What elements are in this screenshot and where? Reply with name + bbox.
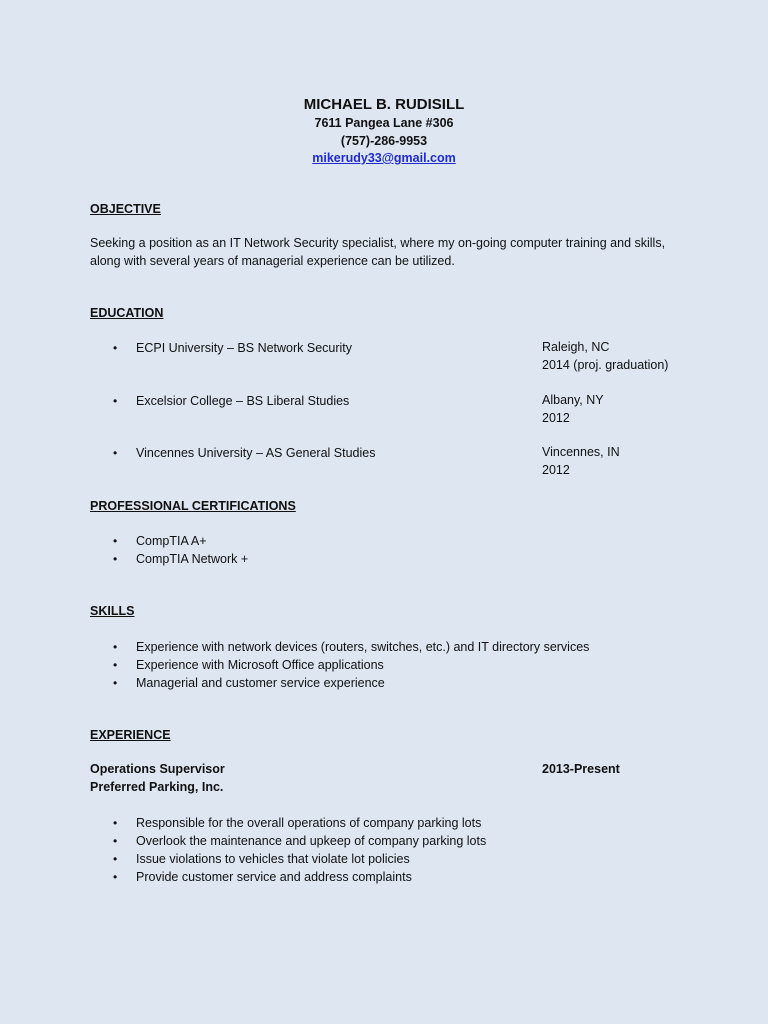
education-item	[0, 444, 768, 480]
company-name: Preferred Parking, Inc.	[90, 779, 224, 794]
bullet: •	[113, 394, 118, 408]
list-item	[0, 832, 768, 850]
duty: Provide customer service and address complaints	[136, 870, 412, 884]
skill: Experience with network devices (routers, switches, etc.) and IT directory services	[136, 640, 590, 654]
education-year: 2012	[542, 410, 570, 425]
education-year: 2014 (proj. graduation)	[542, 357, 669, 372]
skills-list	[0, 638, 768, 692]
certification: CompTIA A+	[136, 534, 207, 548]
skill: Managerial and customer service experience	[136, 676, 385, 690]
education-year: 2012	[542, 462, 570, 477]
certifications-heading: PROFESSIONAL CERTIFICATIONS	[90, 499, 296, 513]
duty: Responsible for the overall operations of company parking lots	[136, 816, 482, 830]
education-location: Raleigh, NC	[542, 340, 610, 354]
skill: Experience with Microsoft Office applications	[136, 658, 384, 672]
education-location: Vincennes, IN	[542, 445, 620, 459]
education-school: Excelsior College – BS Liberal Studies	[136, 394, 350, 408]
list-item	[0, 674, 768, 692]
objective-heading: OBJECTIVE	[90, 202, 161, 216]
job-title: Operations Supervisor	[90, 762, 225, 776]
bullet: •	[113, 446, 118, 460]
certifications-list	[0, 532, 768, 568]
list-item	[0, 532, 768, 550]
bullet: •	[113, 852, 118, 866]
skills-heading: SKILLS	[90, 604, 135, 618]
bullet: •	[113, 534, 118, 548]
education-item	[0, 392, 768, 428]
experience-heading: EXPERIENCE	[90, 728, 171, 742]
bullet: •	[113, 341, 118, 355]
list-item	[0, 850, 768, 868]
education-item	[0, 339, 768, 375]
experience-duties-list	[0, 814, 768, 886]
duty: Overlook the maintenance and upkeep of company parking lots	[136, 834, 487, 848]
address: 7611 Pangea Lane #306	[314, 116, 454, 130]
bullet: •	[113, 676, 118, 690]
duty: Issue violations to vehicles that violate lot policies	[136, 852, 410, 866]
bullet: •	[113, 658, 118, 672]
bullet: •	[113, 552, 118, 566]
education-location: Albany, NY	[542, 393, 604, 407]
education-school: Vincennes University – AS General Studies	[136, 446, 376, 460]
candidate-name: MICHAEL B. RUDISILL	[303, 96, 465, 113]
bullet: •	[113, 816, 118, 830]
list-item	[0, 814, 768, 832]
certification: CompTIA Network +	[136, 552, 249, 566]
phone: (757)-286-9953	[340, 133, 428, 148]
list-item	[0, 638, 768, 656]
objective-text	[90, 235, 690, 270]
education-heading: EDUCATION	[90, 306, 164, 320]
email-link[interactable]: mikerudy33@gmail.com	[312, 151, 456, 165]
objective-line-2: along with several years of managerial experience can be utilized.	[90, 253, 455, 268]
list-item	[0, 656, 768, 674]
bullet: •	[113, 870, 118, 884]
bullet: •	[113, 834, 118, 848]
resume-header	[0, 95, 768, 168]
bullet: •	[113, 640, 118, 654]
education-school: ECPI University – BS Network Security	[136, 341, 353, 355]
list-item	[0, 868, 768, 886]
job-dates: 2013-Present	[542, 762, 620, 776]
list-item	[0, 550, 768, 568]
job-header	[90, 761, 390, 796]
objective-line-1: Seeking a position as an IT Network Security specialist, where my on-going computer training and skills,	[90, 236, 666, 250]
